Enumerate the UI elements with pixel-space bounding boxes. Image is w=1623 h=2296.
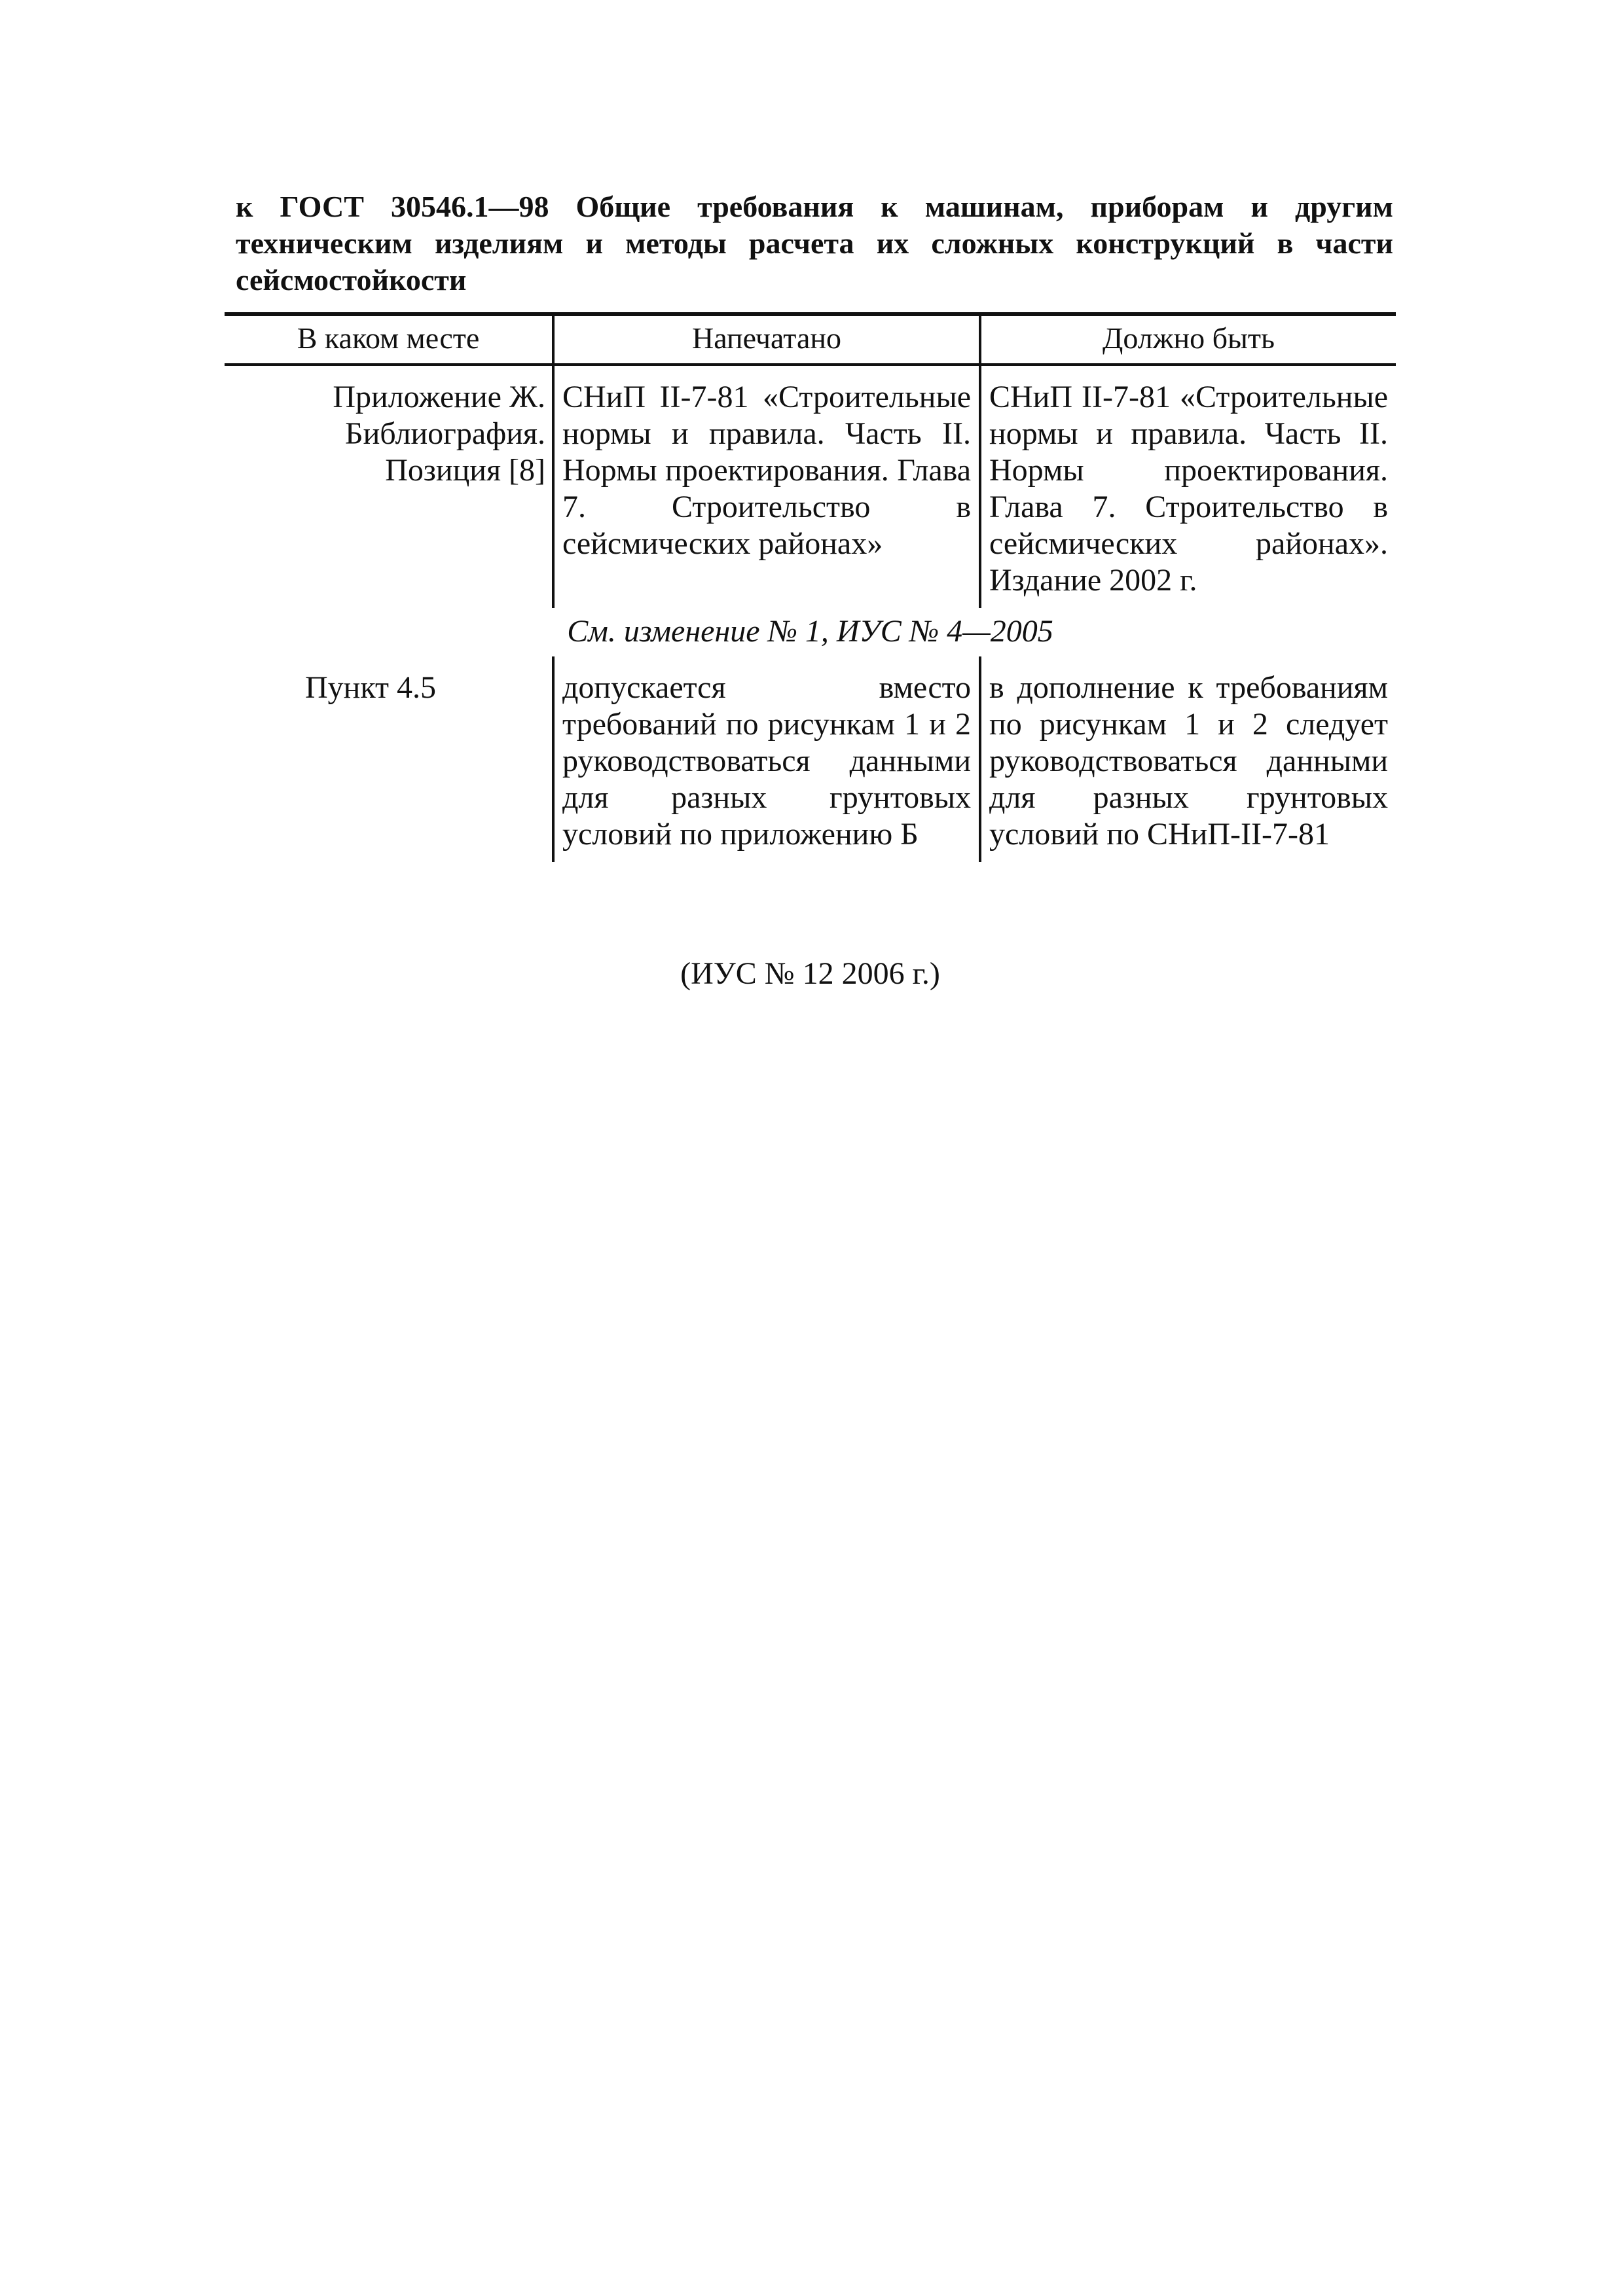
cell-should-be: СНиП II-7-81 «Строительные нормы и правила. Часть II. Нормы проектирования. Глава 7. Строительство в сейсмических районах». Издание 2002 г.: [989, 380, 1388, 598]
header-should-be: Должно быть: [980, 314, 1396, 365]
header-printed: Напечатано: [553, 314, 980, 365]
correction-table: [225, 312, 1396, 862]
correction-table-wrapper: [225, 312, 1396, 862]
table-row: [225, 365, 1396, 608]
table-row: [225, 656, 1396, 862]
cell-printed: СНиП II-7-81 «Строительные нормы и правила. Часть II. Нормы проектирования. Глава 7. Строительство в сейсмических районах»: [553, 365, 980, 608]
document-title: к ГОСТ 30546.1—98 Общие требования к машинам, приборам и другим техническим изделиям и методы расчета их сложных конструкций в части сейсмостойкости: [236, 190, 1393, 296]
amendment-note: См. изменение № 1, ИУС № 4—2005: [567, 614, 1053, 649]
table-header-row: [225, 314, 1396, 365]
cell-place: Приложение Ж. Библиография. Позиция [8]: [225, 365, 553, 608]
source-note: (ИУС № 12 2006 г.): [680, 956, 940, 991]
cell-printed: допускается вместо требований по рисункам 1 и 2 руководствоваться данными для разных грунтовых условий по приложению Б: [553, 656, 980, 862]
cell-should-be: в дополнение к требованиям по рисункам 1 и 2 следует руководствоваться данными для разных грунтовых условий по СНиП-II-7-81: [989, 670, 1388, 852]
header-place: В каком месте: [225, 314, 553, 365]
cell-place: Пункт 4.5: [225, 656, 553, 862]
amendment-note-row: [225, 608, 1396, 656]
